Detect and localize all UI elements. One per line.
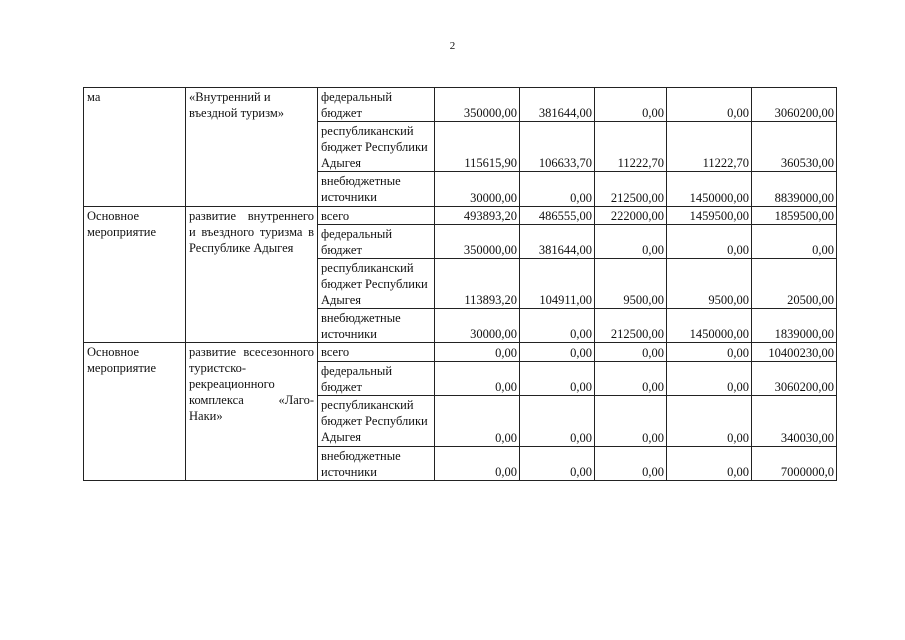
value-cell: 360530,00: [752, 122, 837, 172]
funding-source-cell: республиканский бюджет Республики Адыгея: [318, 396, 435, 447]
value-cell: 493893,20: [435, 207, 520, 225]
value-cell: 11222,70: [595, 122, 667, 172]
value-cell: 30000,00: [435, 172, 520, 207]
activity-name-cell: развитие внутреннего и въездного туризма в Республике Адыгея: [186, 207, 318, 343]
funding-source-cell: федеральный бюджет: [318, 362, 435, 396]
value-cell: 0,00: [435, 362, 520, 396]
value-cell: 212500,00: [595, 172, 667, 207]
value-cell: 212500,00: [595, 309, 667, 343]
value-cell: 0,00: [435, 447, 520, 481]
activity-name-cell: «Внутренний и въездной туризм»: [186, 88, 318, 207]
value-cell: 0,00: [595, 88, 667, 122]
value-cell: 1859500,00: [752, 207, 837, 225]
value-cell: 0,00: [667, 88, 752, 122]
value-cell: 0,00: [595, 362, 667, 396]
activity-type-cell: Основное мероприятие: [84, 207, 186, 343]
value-cell: 9500,00: [667, 259, 752, 309]
funding-source-cell: внебюджетные источники: [318, 172, 435, 207]
value-cell: 20500,00: [752, 259, 837, 309]
value-cell: 1839000,00: [752, 309, 837, 343]
funding-source-cell: всего: [318, 343, 435, 362]
value-cell: 381644,00: [520, 225, 595, 259]
page-number: 2: [449, 40, 456, 52]
value-cell: 340030,00: [752, 396, 837, 447]
table-row: [84, 88, 837, 122]
value-cell: 350000,00: [435, 88, 520, 122]
value-cell: 0,00: [435, 396, 520, 447]
value-cell: 113893,20: [435, 259, 520, 309]
value-cell: 0,00: [520, 396, 595, 447]
funding-source-cell: федеральный бюджет: [318, 225, 435, 259]
funding-source-cell: федеральный бюджет: [318, 88, 435, 122]
table-row: [84, 343, 837, 362]
funding-source-cell: внебюджетные источники: [318, 447, 435, 481]
value-cell: 0,00: [667, 362, 752, 396]
activity-type-cell: ма: [84, 88, 186, 207]
value-cell: 0,00: [520, 172, 595, 207]
value-cell: 0,00: [435, 343, 520, 362]
value-cell: 1450000,00: [667, 172, 752, 207]
value-cell: 0,00: [520, 362, 595, 396]
value-cell: 1459500,00: [667, 207, 752, 225]
funding-source-cell: внебюджетные источники: [318, 309, 435, 343]
value-cell: 7000000,0: [752, 447, 837, 481]
funding-source-cell: республиканский бюджет Республики Адыгея: [318, 122, 435, 172]
value-cell: 0,00: [667, 225, 752, 259]
value-cell: 0,00: [595, 396, 667, 447]
funding-source-cell: всего: [318, 207, 435, 225]
value-cell: 0,00: [667, 396, 752, 447]
activity-type-cell: Основное мероприятие: [84, 343, 186, 481]
value-cell: 1450000,00: [667, 309, 752, 343]
value-cell: 3060200,00: [752, 362, 837, 396]
value-cell: 0,00: [595, 447, 667, 481]
value-cell: 0,00: [520, 447, 595, 481]
value-cell: 0,00: [520, 309, 595, 343]
value-cell: 0,00: [595, 225, 667, 259]
value-cell: 10400230,00: [752, 343, 837, 362]
value-cell: 115615,90: [435, 122, 520, 172]
value-cell: 106633,70: [520, 122, 595, 172]
budget-table: [83, 87, 837, 481]
value-cell: 30000,00: [435, 309, 520, 343]
value-cell: 0,00: [752, 225, 837, 259]
value-cell: 486555,00: [520, 207, 595, 225]
value-cell: 11222,70: [667, 122, 752, 172]
value-cell: 0,00: [595, 343, 667, 362]
value-cell: 104911,00: [520, 259, 595, 309]
funding-source-cell: республиканский бюджет Республики Адыгея: [318, 259, 435, 309]
value-cell: 0,00: [520, 343, 595, 362]
value-cell: 0,00: [667, 343, 752, 362]
activity-name-cell: развитие всесезонного туристско-рекреационного комплекса «Лаго-Наки»: [186, 343, 318, 481]
value-cell: 350000,00: [435, 225, 520, 259]
value-cell: 381644,00: [520, 88, 595, 122]
value-cell: 0,00: [667, 447, 752, 481]
value-cell: 3060200,00: [752, 88, 837, 122]
value-cell: 8839000,00: [752, 172, 837, 207]
value-cell: 9500,00: [595, 259, 667, 309]
value-cell: 222000,00: [595, 207, 667, 225]
table-row: [84, 207, 837, 225]
